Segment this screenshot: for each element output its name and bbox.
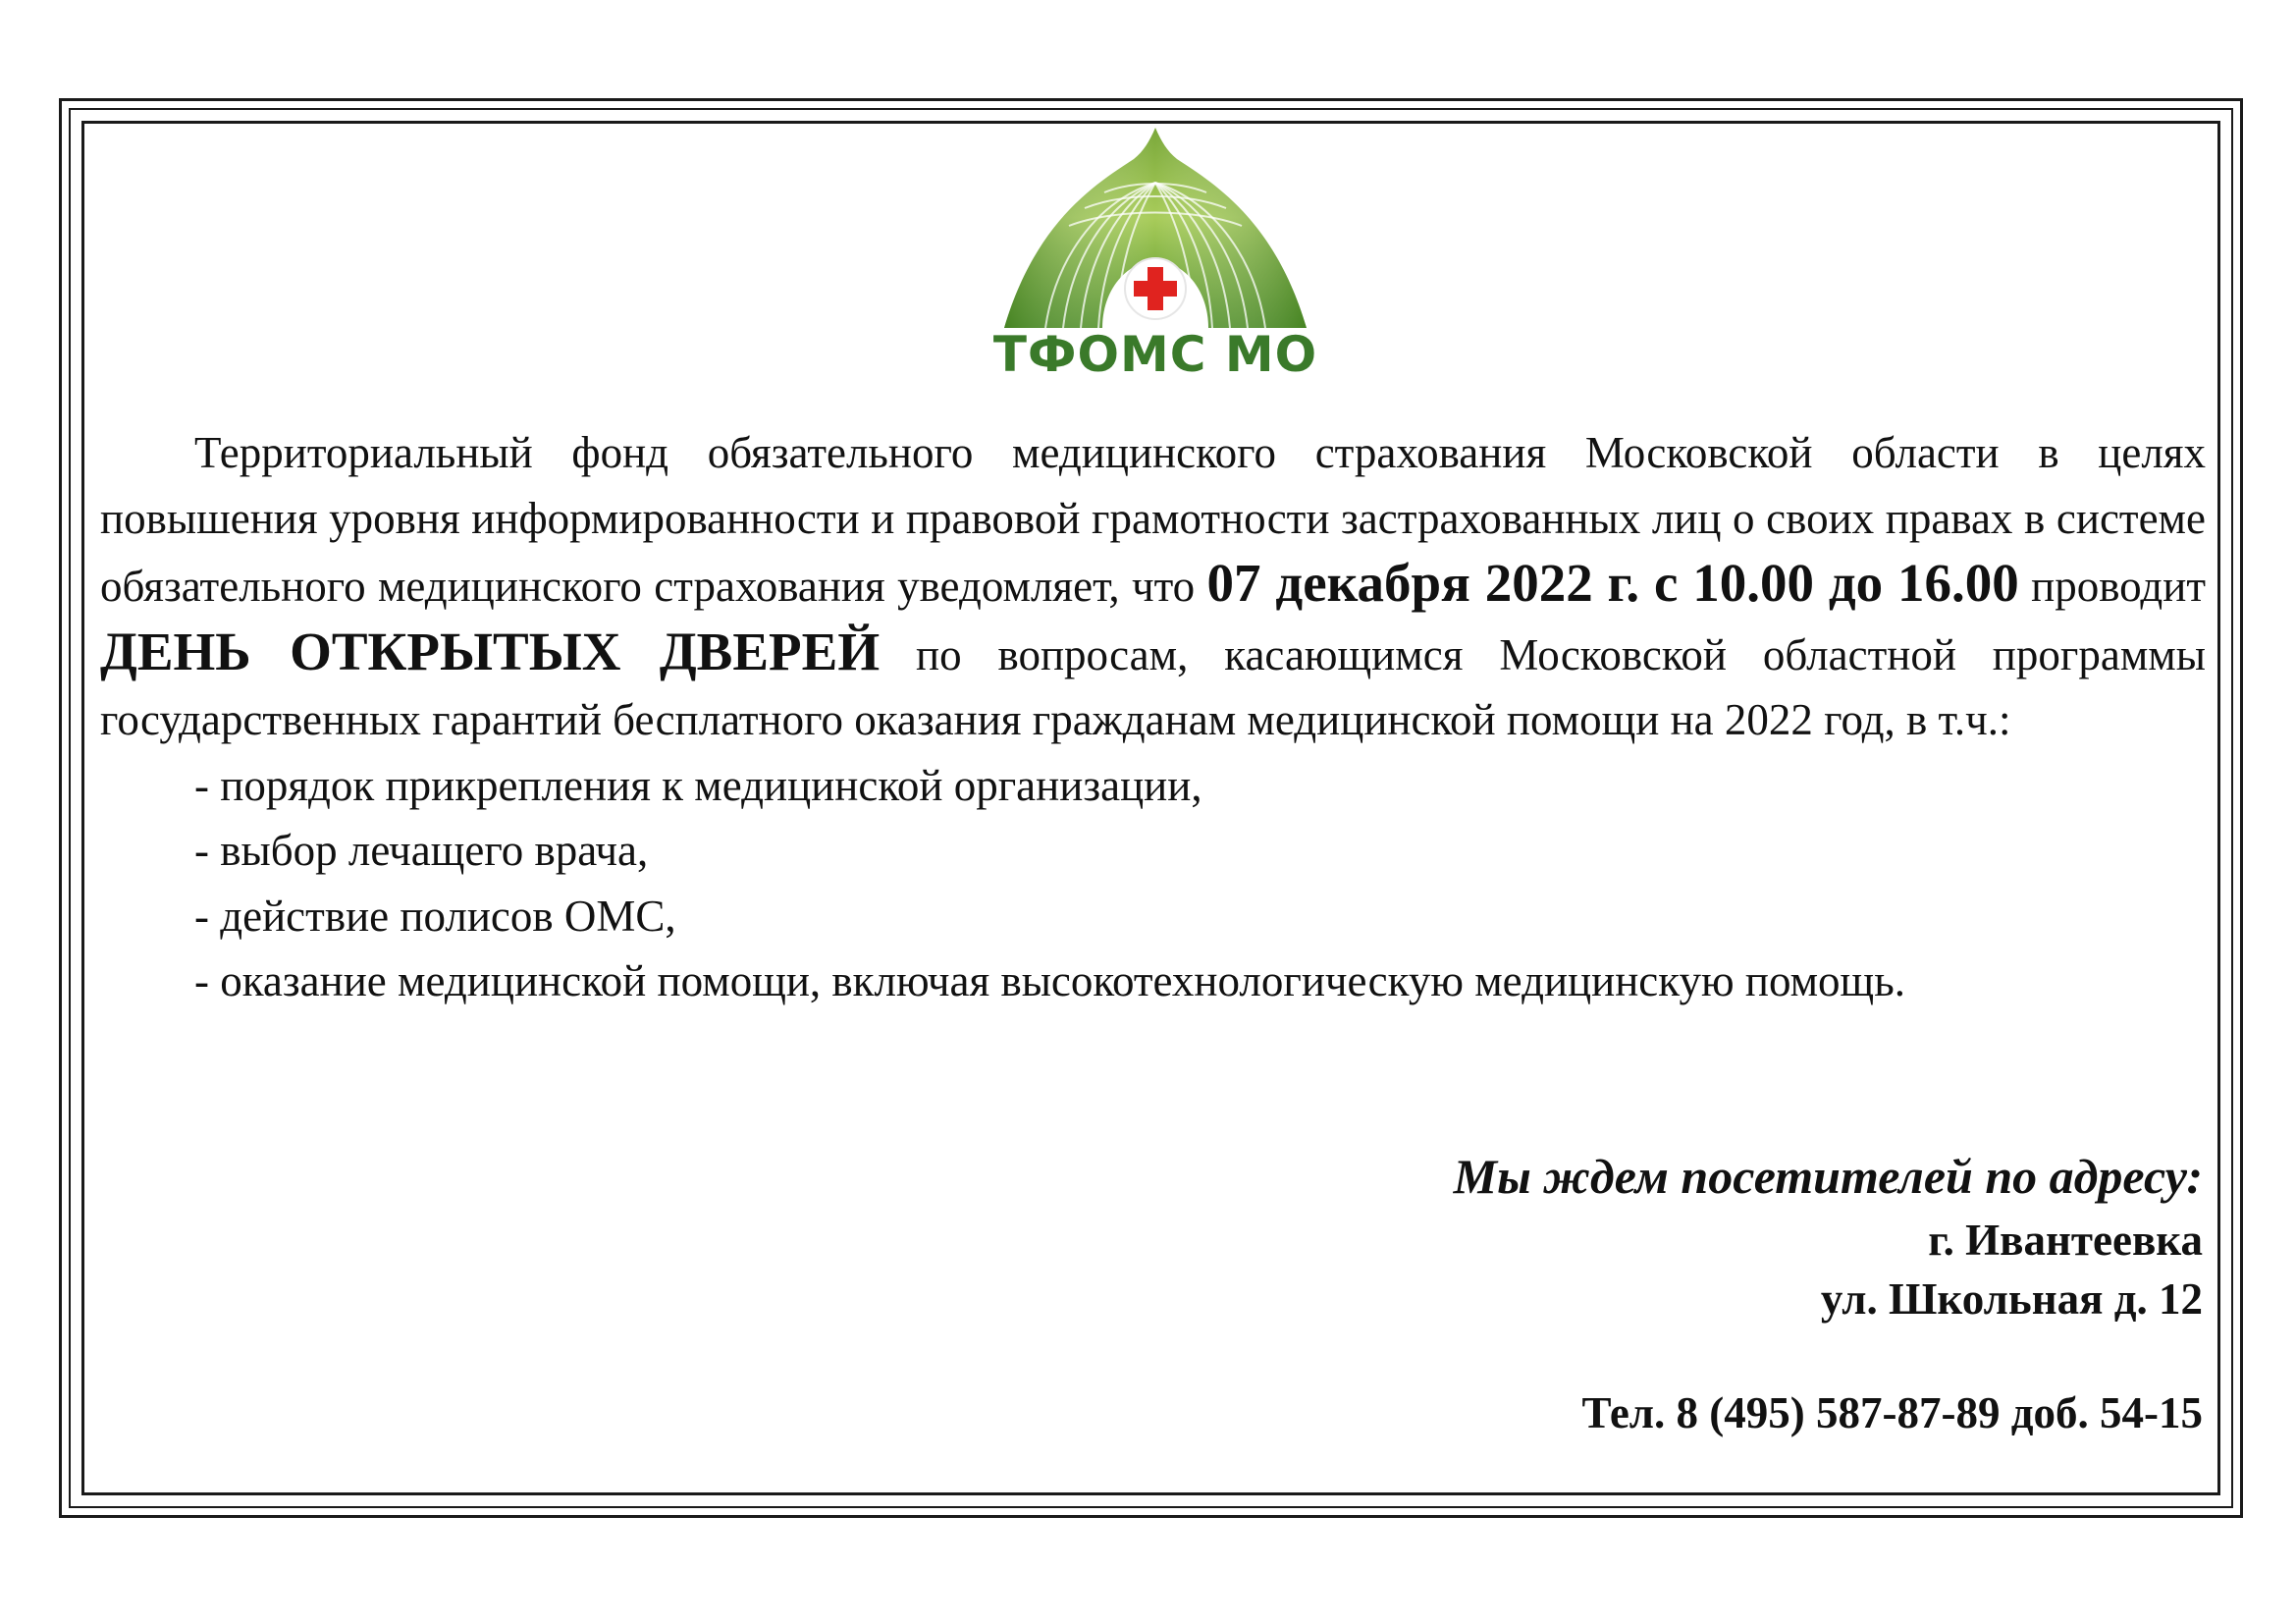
address-invite: Мы ждем посетителей по адресу:: [1453, 1149, 2203, 1204]
tfoms-logo: [987, 124, 1325, 377]
list-item: - порядок прикрепления к медицинской организации,: [194, 760, 1202, 810]
intro-text-after: по вопросам, касающимся Московской областной программы государственных гарантий бесплатного оказания гражданам медицинской помощи на 2022 год, в т.ч.:: [100, 629, 2207, 744]
list-item: - оказание медицинской помощи, включая высокотехнологическую медицинскую помощь.: [194, 956, 1905, 1005]
intro-paragraph: [100, 420, 2206, 753]
address-city: г. Ивантеевка: [1928, 1216, 2203, 1265]
event-title: ДЕНЬ ОТКРЫТЫХ ДВЕРЕЙ: [100, 621, 881, 681]
topics-list: [100, 753, 2206, 1014]
event-date-time: 07 декабря 2022 г. с 10.00 до 16.00: [1206, 553, 2019, 613]
address-street: ул. Школьная д. 12: [1820, 1274, 2203, 1324]
contact-phone: Тел. 8 (495) 587-87-89 доб. 54-15: [1581, 1388, 2203, 1437]
list-item: - выбор лечащего врача,: [194, 826, 649, 875]
logo-text: ТФОМС МО: [992, 326, 1318, 377]
notice-body: [100, 420, 2206, 1014]
intro-text-before: Территориальный фонд обязательного медицинского страхования Московской области в целях повышения уровня информированности и правовой грамотности застрахованных лиц о своих правах в системе обязательного медицинского страхования уведомляет, что: [100, 428, 2206, 611]
intro-verb: проводит: [2031, 562, 2206, 611]
address-block: [1454, 1142, 2203, 1442]
list-item: - действие полисов ОМС,: [194, 891, 676, 941]
red-cross-icon: [1125, 258, 1186, 319]
